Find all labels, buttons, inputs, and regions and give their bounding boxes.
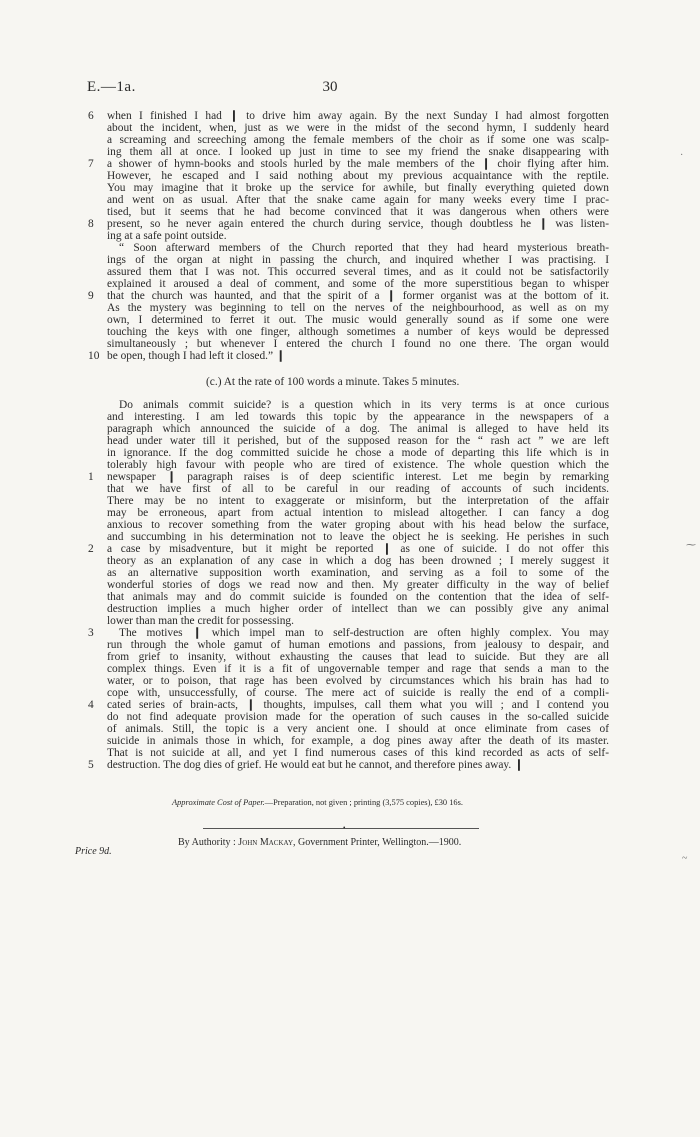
text-line: of animals. Still, the topic is a very ancient one. I should at once eliminate from cases of (107, 723, 609, 735)
margin-mark: ⁓ (686, 540, 696, 551)
text-line: cope with, unsuccessfully, of course. The mere act of suicide is really the end of a compli- (107, 687, 609, 699)
footer-rule (203, 828, 479, 829)
text-line: As the mystery was beginning to tell on the nerves of the neighbourhood, as well as on my (107, 302, 609, 314)
text-line: be open, though I had left it closed.” ❙ (107, 350, 286, 362)
line-marker: 9 (88, 290, 94, 302)
text-line: suicide in animals those in which, for example, a dog pines away after the death of its master. (107, 735, 609, 747)
text-line: present, so he never again entered the church during service, though doubtless he ❙ was listen- (107, 218, 609, 230)
text-line: a case by misadventure, but it might be reported ❙ as one of suicide. I do not offer this (107, 543, 609, 555)
margin-mark: · (680, 150, 684, 161)
text-line: that we have first of all to be careful in our reading of accounts of such incidents. (107, 483, 609, 495)
text-line: and succumbing in his determination not to leave the object he is seeking. He perishes in such (107, 531, 609, 543)
text-line: a shower of hymn-books and stools hurled by the male members of the ❙ choir flying after him. (107, 158, 609, 170)
text-line: a screaming and screeching among the female members of the choir as if some one was scalp- (107, 134, 609, 146)
margin-mark: ~ (682, 853, 688, 864)
text-line: when I finished I had ❙ to drive him away again. By the next Sunday I had almost forgotten (107, 110, 609, 122)
line-marker: 7 (88, 158, 94, 170)
text-line: ing at a safe point outside. (107, 230, 227, 242)
text-line: in ignorance. If the dog committed suicide he chose a mode of departing this life which is in (107, 447, 609, 459)
cost-text: —Preparation, not given ; printing (3,575 copies), £30 16s. (264, 798, 463, 807)
text-line: destruction implies a much higher order of intellect than we can possibly give any animal (107, 603, 609, 615)
text-line: and interesting. I am led towards this topic by the appearance in the newspapers of a (107, 411, 609, 423)
text-line: assured them that I was not. This occurred several times, and as it could not be satisfactorily (107, 266, 609, 278)
text-line: ing them all at once. I looked up just in time to see my friend the snake disappearing with (107, 146, 609, 158)
text-line: The motives ❙ which impel man to self-destruction are often highly complex. You may (119, 627, 609, 639)
cost-footnote (172, 798, 592, 808)
text-line: destruction. The dog dies of grief. He would eat but he cannot, and therefore pines away. ❙ (107, 759, 524, 771)
text-line: tised, but it seems that he had become convinced that it was dangerous when others were (107, 206, 609, 218)
document-reference: E.—1a. (87, 79, 136, 95)
text-line: anxious to recover something from the water groping about with his head below the surface, (107, 519, 609, 531)
printer-name: John Mackay, (238, 837, 296, 848)
text-line: do not find adequate provision made for the operation of such causes in the so-called suicide (107, 711, 609, 723)
text-line: “ Soon afterward members of the Church reported that they had heard mysterious breath- (119, 242, 609, 254)
line-marker: 4 (88, 699, 94, 711)
text-line: and went on as usual. After that the snake came again for many weeks every time I prac- (107, 194, 609, 206)
text-line: ings of the organ at night in passing the church, and inquired whether I was practising. I (107, 254, 609, 266)
line-marker: 5 (88, 759, 94, 771)
rule-ornament: • (343, 824, 346, 832)
section-c-heading: (c.) At the rate of 100 words a minute. Takes 5 minutes. (206, 376, 460, 388)
authority-prefix: By Authority : (178, 837, 236, 848)
page-number: 30 (322, 79, 338, 95)
line-marker: 6 (88, 110, 94, 122)
text-line: However, he escaped and I said nothing about my previous acquaintance with the reptile. (107, 170, 609, 182)
cost-label: Approximate Cost of Paper. (172, 798, 265, 807)
text-line: simultaneously ; but whenever I entered the church I found no one there. The organ would (107, 338, 609, 350)
text-line: That is not suicide at all, and yet I find numerous cases of this kind recorded as acts of self- (107, 747, 609, 759)
price-label: Price 9d. (75, 846, 112, 857)
line-marker: 1 (88, 471, 94, 483)
text-line: tolerably high favour with people who are tired of existence. The whole question which the (107, 459, 609, 471)
text-line: from grief to insanity, without exhausting the causes that lead to suicide. But they are all (107, 651, 609, 663)
printer-authority (178, 837, 598, 849)
text-line: own, I determined to ferret it out. The music would generally sound as if some one were (107, 314, 609, 326)
line-marker: 10 (88, 350, 100, 362)
text-line: run through the whole gamut of human emotions and passions, from jealousy to despair, and (107, 639, 609, 651)
text-line: complex things. Even if it is a fit of ungovernable temper and rage that sends a man to the (107, 663, 609, 675)
text-line: lower than man the credit for possessing. (107, 615, 294, 627)
text-line: head under water till it perished, but of the supposed reason for the “ rash act ” we are left (107, 435, 609, 447)
text-line: touching the keys with one finger, although sometimes a number of keys would be depressed (107, 326, 609, 338)
text-line: wonderful stories of dogs we read now and then. My greater difficulty in the way of belief (107, 579, 609, 591)
text-line: that the church was haunted, and that the spirit of a ❙ former organist was at the bottom of it. (107, 290, 609, 302)
text-line: Do animals commit suicide? is a question which in its very terms is at once curious (119, 399, 609, 411)
text-line: about the incident, when, just as we were in the midst of the second hymn, I suddenly heard (107, 122, 609, 134)
text-line: theory as an explanation of any case in which a dog has been drowned ; I merely suggest it (107, 555, 609, 567)
text-line: paragraph which announced the suicide of a dog. The animal is alleged to have held its (107, 423, 609, 435)
line-marker: 2 (88, 543, 94, 555)
text-line: newspaper ❙ paragraph raises is of deep scientific interest. Let me begin by remarking (107, 471, 609, 483)
text-line: that animals may and do commit suicide is founded on the contention that the idea of self- (107, 591, 609, 603)
text-line: explained it aroused a deal of comment, and some of the more superstitious began to whisper (107, 278, 609, 290)
authority-suffix: Government Printer, Wellington.—1900. (298, 837, 462, 848)
line-marker: 8 (88, 218, 94, 230)
line-marker: 3 (88, 627, 94, 639)
text-line: You may imagine that it broke up the service for awhile, but finally everything quieted down (107, 182, 609, 194)
text-line: may be erroneous, apart from actual intention to mislead altogether. I can fancy a dog (107, 507, 609, 519)
text-line: as an alternative supposition worth examination, and serving as a foil to some of the (107, 567, 609, 579)
text-line: There may be no intent to exaggerate or misinform, but the interpretation of the affair (107, 495, 609, 507)
text-line: cated series of brain-acts, ❙ thoughts, impulses, call them what you will ; and I contend you (107, 699, 609, 711)
text-line: water, or to poison, that rage has been evolved by circumstances which his brain has had to (107, 675, 609, 687)
